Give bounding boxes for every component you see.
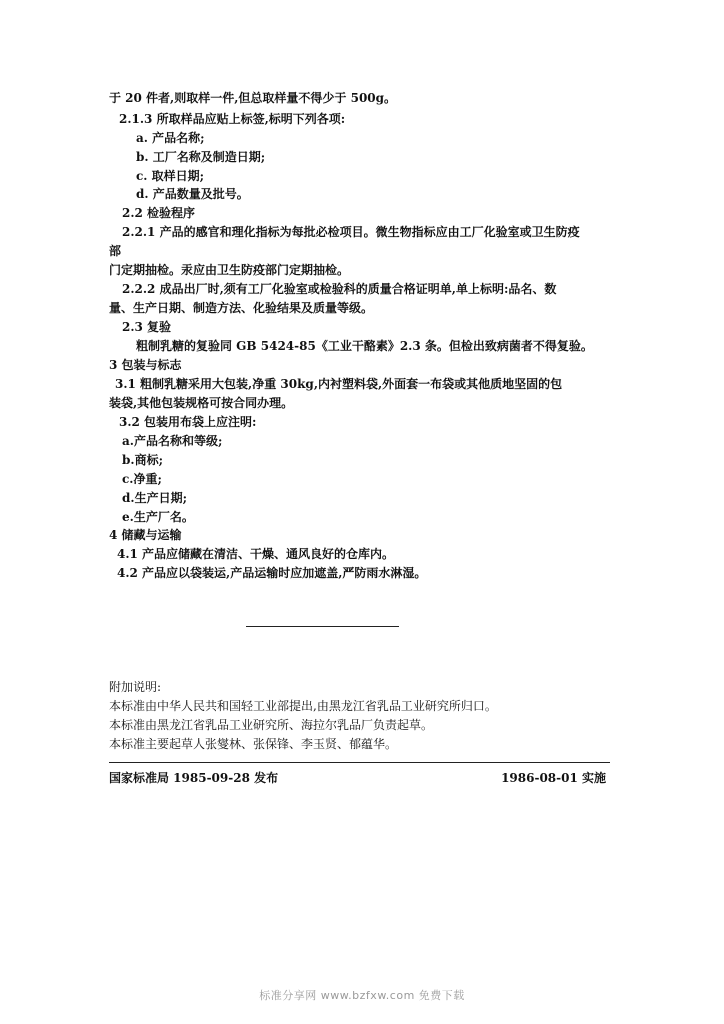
section-2-2-2-cont: 量、生产日期、制造方法、化验结果及质量等级。 — [109, 301, 374, 315]
section-2-2-1-cont: 门定期抽检。汞应由卫生防疫部门定期抽检。 — [109, 263, 350, 277]
section-2-3-heading: 2.3 复验 — [122, 320, 172, 334]
notes-line-3: 本标准主要起草人张燮林、张保锋、李玉贤、郁蕴华。 — [109, 737, 398, 751]
body-line-1: 于 20 件者,则取样一件,但总取样量不得少于 500g。 — [109, 91, 397, 105]
notes-line-2: 本标准由黑龙江省乳品工业研究所、海拉尔乳品厂负责起草。 — [109, 718, 434, 732]
section-2-2-heading: 2.2 检验程序 — [122, 206, 196, 220]
list-item-c: c. 取样日期; — [136, 169, 205, 183]
section-4-2: 4.2 产品应以袋装运,产品运输时应加遮盖,严防雨水淋湿。 — [117, 566, 427, 580]
section-3-1-cont: 装袋,其他包装规格可按合同办理。 — [109, 396, 294, 410]
section-3-heading: 3 包装与标志 — [109, 358, 182, 372]
label-item-b: b.商标; — [122, 453, 163, 467]
section-2-3-text: 粗制乳糖的复验同 GB 5424-85《工业干酪素》2.3 条。但检出致病菌者不得复验。 — [136, 339, 593, 353]
section-2-2-1: 2.2.1 产品的感官和理化指标为每批必检项目。微生物指标应由工厂化验室或卫生防疫 — [122, 225, 580, 239]
section-2-1-3: 2.1.3 所取样品应贴上标签,标明下列各项: — [119, 112, 346, 126]
list-item-d: d. 产品数量及批号。 — [136, 187, 249, 201]
watermark-text: 标准分享网 www.bzfxw.com 免费下载 — [259, 989, 465, 1002]
section-2-2-1-wrap: 部 — [109, 244, 122, 258]
list-item-b: b. 工厂名称及制造日期; — [136, 150, 266, 164]
label-item-e: e.生产厂名。 — [122, 510, 194, 524]
section-4-1: 4.1 产品应储藏在清洁、干燥、通风良好的仓库内。 — [117, 547, 395, 561]
section-3-1: 3.1 粗制乳糖采用大包装,净重 30kg,内衬塑料袋,外面套一布袋或其他质地坚固的包 — [115, 377, 563, 391]
label-item-c: c.净重; — [122, 472, 162, 486]
section-2-2-2: 2.2.2 成品出厂时,须有工厂化验室或检验科的质量合格证明单,单上标明:品名、数 — [122, 282, 557, 296]
implementation-date: 1986-08-01 实施 — [501, 771, 606, 785]
label-item-a: a.产品名称和等级; — [122, 434, 223, 448]
section-divider — [246, 626, 399, 627]
issue-date: 国家标准局 1985-09-28 发布 — [109, 771, 279, 785]
section-3-2: 3.2 包装用布袋上应注明: — [119, 415, 257, 429]
notes-heading: 附加说明: — [109, 680, 162, 694]
footer-divider — [109, 762, 610, 763]
notes-line-1: 本标准由中华人民共和国轻工业部提出,由黑龙江省乳品工业研究所归口。 — [109, 699, 497, 713]
label-item-d: d.生产日期; — [122, 491, 187, 505]
list-item-a: a. 产品名称; — [136, 131, 205, 145]
section-4-heading: 4 储藏与运输 — [109, 528, 182, 542]
